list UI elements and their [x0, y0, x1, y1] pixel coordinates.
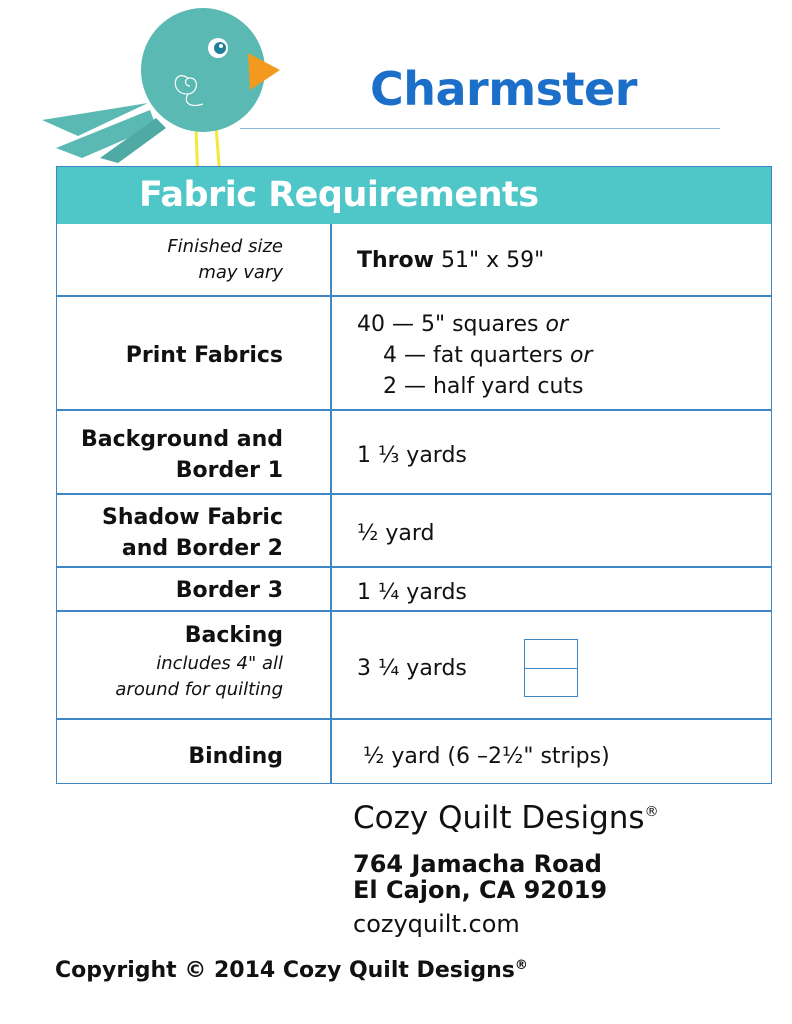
finished-size-label-line1: Finished size — [167, 236, 283, 257]
copyright-text: Copyright © 2014 Cozy Quilt Designs — [55, 958, 515, 983]
table-header-title: Fabric Requirements — [139, 175, 539, 215]
company-name — [353, 800, 659, 836]
row-divider — [57, 610, 771, 612]
print-option-3: 2 — half yard cuts — [383, 374, 584, 399]
title-underline — [240, 128, 720, 129]
row-divider — [57, 295, 771, 297]
shadow-border2-value: ½ yard — [357, 521, 435, 546]
table-header — [57, 167, 771, 224]
border3-label: Border 3 — [175, 578, 283, 603]
background-border1-value: 1 ⅓ yards — [357, 443, 467, 468]
address-line1: 764 Jamacha Road — [353, 850, 602, 878]
print-option-1: 40 — 5" squares or — [357, 312, 569, 337]
print-fabrics-value — [357, 309, 592, 402]
website-link[interactable]: cozyquilt.com — [353, 910, 520, 938]
finished-size-value — [357, 245, 544, 276]
row-divider — [57, 718, 771, 720]
address-line2: El Cajon, CA 92019 — [353, 876, 608, 904]
background-label-line2: Border 1 — [175, 458, 283, 483]
shadow-label-line2: and Border 2 — [121, 536, 283, 561]
row-divider — [57, 493, 771, 495]
print-option-2: 4 — fat quarters or — [383, 343, 593, 368]
backing-note — [115, 651, 283, 703]
size-dimensions: 51" x 59" — [440, 248, 545, 273]
backing-note-line2: around for quilting — [115, 679, 283, 700]
backing-swatch-box — [524, 639, 578, 697]
shadow-border2-label — [102, 502, 283, 564]
company-name-text: Cozy Quilt Designs — [353, 800, 645, 836]
size-name: Throw — [357, 248, 434, 273]
backing-note-line1: includes 4" all — [156, 653, 283, 674]
row-divider — [57, 566, 771, 568]
registered-mark: ® — [644, 804, 659, 820]
row-divider — [57, 409, 771, 411]
copyright-notice — [55, 958, 528, 983]
border3-value: 1 ¼ yards — [357, 580, 467, 605]
finished-size-label — [167, 234, 283, 286]
background-border1-label — [81, 424, 283, 486]
pattern-title: Charmster — [370, 62, 637, 116]
fabric-requirements-table — [56, 166, 772, 784]
background-label-line1: Background and — [81, 427, 283, 452]
finished-size-label-line2: may vary — [198, 262, 283, 283]
print-fabrics-label: Print Fabrics — [125, 343, 283, 368]
copyright-registered-mark: ® — [514, 958, 528, 973]
binding-label: Binding — [188, 744, 283, 769]
backing-value: 3 ¼ yards — [357, 656, 467, 681]
column-divider — [330, 224, 332, 784]
binding-value: ½ yard (6 –2½" strips) — [363, 744, 610, 769]
shadow-label-line1: Shadow Fabric — [102, 505, 283, 530]
backing-label: Backing — [184, 623, 283, 648]
